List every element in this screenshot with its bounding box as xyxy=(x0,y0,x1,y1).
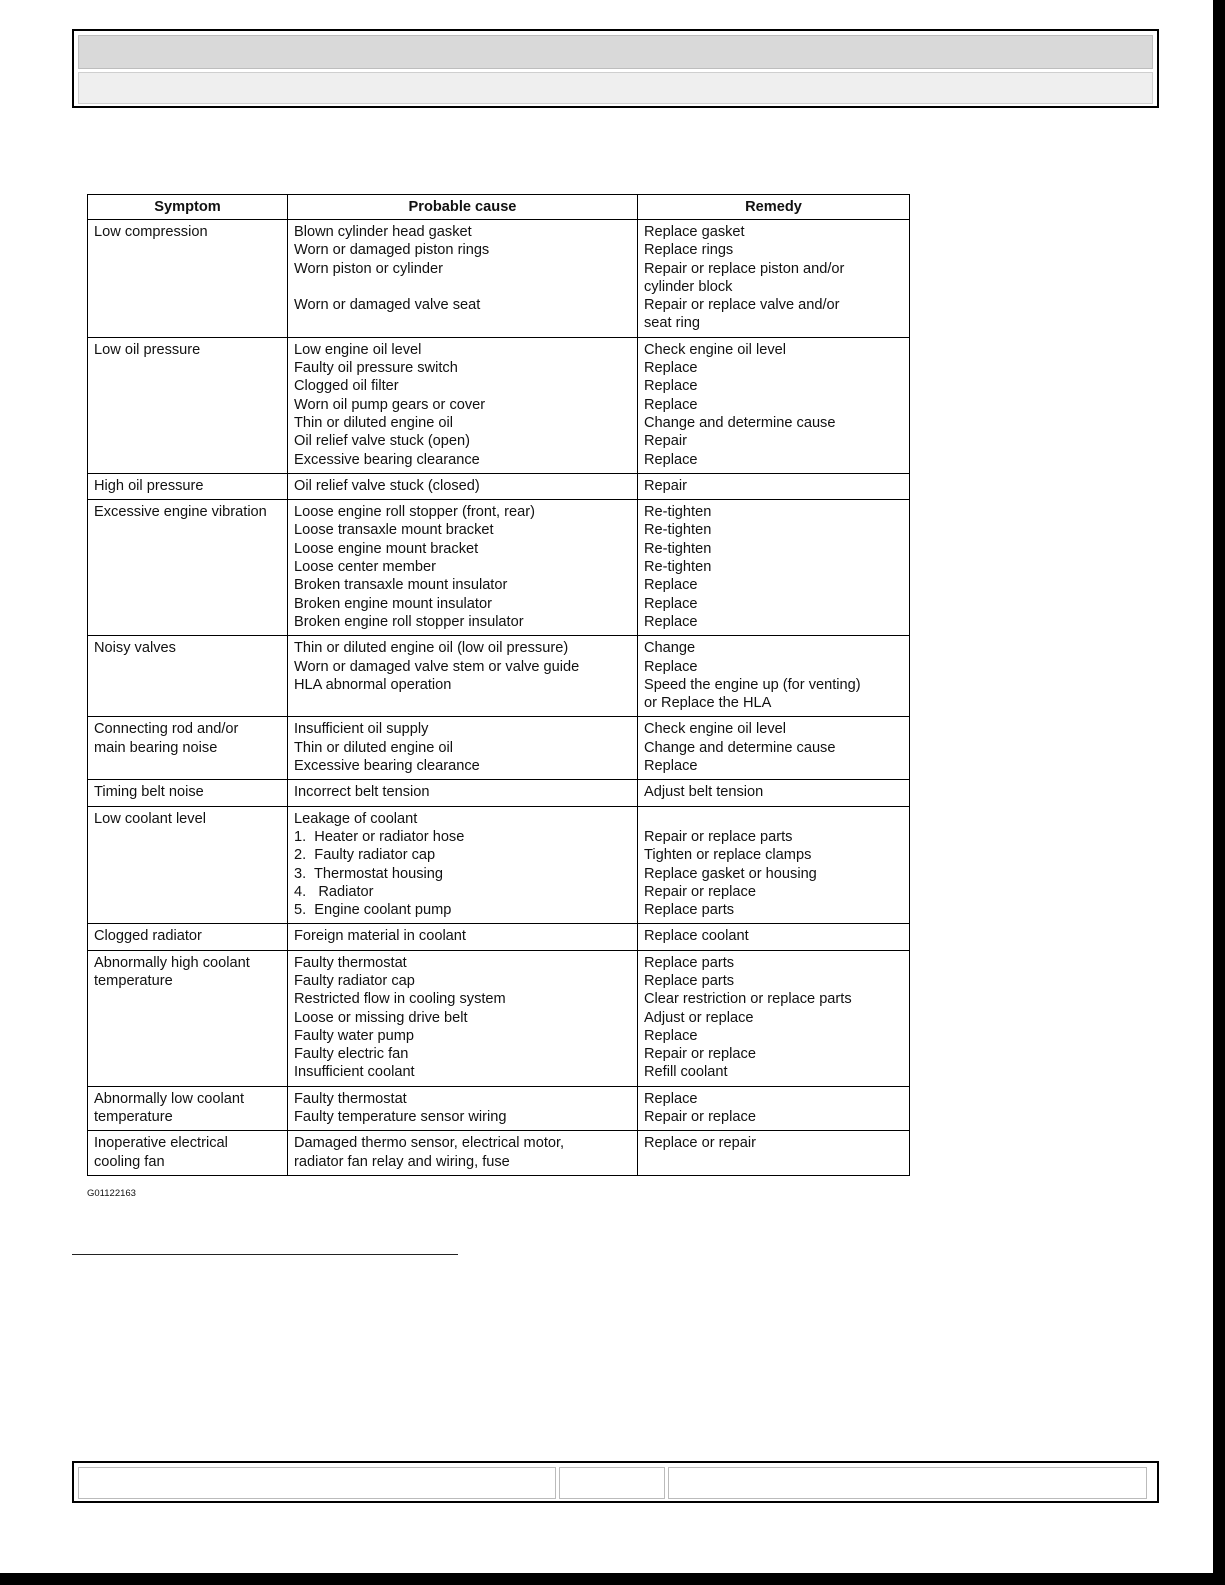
table-row xyxy=(88,1086,910,1131)
cell-line: Replace xyxy=(644,577,698,594)
cell-line: Abnormally high coolant xyxy=(94,954,250,971)
cell-line: Clear restriction or replace parts xyxy=(644,991,852,1008)
remedy-cell xyxy=(638,780,910,806)
cell-line: Replace rings xyxy=(644,242,734,259)
page-edge-bottom xyxy=(0,1573,1225,1585)
cell-line: Worn or damaged piston rings xyxy=(294,242,490,259)
cell-line: Low compression xyxy=(94,224,208,240)
cell-line: Low engine oil level xyxy=(294,341,422,358)
header-title-bar xyxy=(78,35,1153,69)
cell-line: Replace parts xyxy=(644,902,735,919)
remedy-cell xyxy=(638,636,910,717)
cell-line: Re-tighten xyxy=(644,540,712,557)
table-header-row xyxy=(88,195,910,220)
cell-line: Thin or diluted engine oil (low oil pressure) xyxy=(294,640,569,657)
cell-line: Excessive engine vibration xyxy=(94,504,267,521)
cell-line: Faulty radiator cap xyxy=(294,972,415,989)
probable-cause-cell xyxy=(288,717,638,780)
table-row xyxy=(88,806,910,924)
cell-line: Insufficient oil supply xyxy=(294,721,429,738)
cell-line: Repair xyxy=(644,433,687,450)
symptom-cell xyxy=(88,1131,288,1176)
cell-line: Change and determine cause xyxy=(644,739,836,756)
cell-line: Replace xyxy=(644,396,698,413)
cell-line: Adjust belt tension xyxy=(644,784,764,801)
cell-line: Replace xyxy=(644,360,698,377)
cell-line: Excessive bearing clearance xyxy=(294,758,480,775)
cell-line: Check engine oil level xyxy=(644,721,786,738)
symptom-cell xyxy=(88,780,288,806)
symptom-cell xyxy=(88,473,288,499)
probable-cause-cell xyxy=(288,780,638,806)
cell-line: Repair or replace valve and/or xyxy=(644,297,840,314)
table-row xyxy=(88,636,910,717)
table-row xyxy=(88,780,910,806)
cell-line: Loose engine mount bracket xyxy=(294,540,479,557)
cell-line: Check engine oil level xyxy=(644,341,786,358)
table-row xyxy=(88,1131,910,1176)
remedy-cell xyxy=(638,500,910,636)
cell-line: Speed the engine up (for venting) xyxy=(644,676,861,693)
cell-line: Timing belt noise xyxy=(94,784,204,801)
cell-line: High oil pressure xyxy=(94,477,204,494)
table-row xyxy=(88,717,910,780)
cell-line: Replace xyxy=(644,613,698,630)
remedy-cell xyxy=(638,1131,910,1176)
cell-line xyxy=(294,278,631,296)
cell-line: Re-tighten xyxy=(644,504,712,521)
cell-line: 4. Radiator xyxy=(294,883,374,900)
remedy-cell xyxy=(638,717,910,780)
table-row xyxy=(88,924,910,950)
cell-line: Excessive bearing clearance xyxy=(294,451,480,468)
probable-cause-cell xyxy=(288,1086,638,1131)
cell-line: Faulty thermostat xyxy=(294,1090,407,1107)
footer-cell-right xyxy=(668,1467,1147,1499)
cell-line: Repair or replace parts xyxy=(644,828,793,845)
cell-line: Worn or damaged valve stem or valve guide xyxy=(294,658,580,675)
cell-line: Replace gasket or housing xyxy=(644,865,817,882)
cell-line: Replace xyxy=(644,451,698,468)
symptom-cell xyxy=(88,806,288,924)
cell-line: Inoperative electrical xyxy=(94,1135,228,1152)
remedy-cell xyxy=(638,337,910,473)
cell-line: Oil relief valve stuck (open) xyxy=(294,433,471,450)
table-row xyxy=(88,220,910,338)
cell-line: Thin or diluted engine oil xyxy=(294,739,454,756)
cell-line: 3. Thermostat housing xyxy=(294,865,443,882)
probable-cause-header: Probable cause xyxy=(288,195,638,220)
table-row xyxy=(88,950,910,1086)
cell-line: Abnormally low coolant xyxy=(94,1090,245,1107)
cell-line: Change xyxy=(644,640,696,657)
cell-line: Replace xyxy=(644,378,698,395)
symptom-cell xyxy=(88,924,288,950)
cell-line: Faulty water pump xyxy=(294,1027,415,1044)
cell-line: Clogged radiator xyxy=(94,928,202,945)
cell-line: 5. Engine coolant pump xyxy=(294,902,452,919)
cell-line: or Replace the HLA xyxy=(644,695,772,712)
cell-line: Thin or diluted engine oil xyxy=(294,414,454,431)
remedy-cell xyxy=(638,806,910,924)
cell-line: Replace or repair xyxy=(644,1135,756,1152)
symptom-cell xyxy=(88,1086,288,1131)
table-row xyxy=(88,337,910,473)
cell-line: Repair or replace xyxy=(644,1109,756,1126)
cell-line: Low coolant level xyxy=(94,810,206,827)
footnote-rule xyxy=(72,1254,458,1255)
table-row xyxy=(88,500,910,636)
cell-line: Re-tighten xyxy=(644,559,712,576)
cell-line: HLA abnormal operation xyxy=(294,676,452,693)
cell-line: Repair or replace xyxy=(644,1046,756,1063)
figure-id: G01122163 xyxy=(87,1188,136,1199)
troubleshooting-table xyxy=(87,194,910,1176)
cell-line: main bearing noise xyxy=(94,739,218,756)
cell-line: Replace parts xyxy=(644,954,735,971)
cell-line: cooling fan xyxy=(94,1153,165,1170)
cell-line: Change and determine cause xyxy=(644,414,836,431)
cell-line: Replace xyxy=(644,595,698,612)
cell-line: Replace xyxy=(644,1090,698,1107)
remedy-header: Remedy xyxy=(638,195,910,220)
page-footer xyxy=(72,1461,1159,1503)
cell-line: Faulty thermostat xyxy=(294,954,407,971)
cell-line: Re-tighten xyxy=(644,522,712,539)
cell-line: Replace parts xyxy=(644,972,735,989)
probable-cause-cell xyxy=(288,473,638,499)
cell-line: Damaged thermo sensor, electrical motor, xyxy=(294,1135,565,1152)
remedy-cell xyxy=(638,473,910,499)
cell-line: 2. Faulty radiator cap xyxy=(294,847,436,864)
cell-line: Worn or damaged valve seat xyxy=(294,297,481,314)
cell-line: Repair or replace piston and/or xyxy=(644,260,845,277)
cell-line: Leakage of coolant xyxy=(294,810,418,827)
cell-line: temperature xyxy=(94,972,173,989)
symptom-cell xyxy=(88,636,288,717)
probable-cause-cell xyxy=(288,337,638,473)
cell-line: Loose or missing drive belt xyxy=(294,1009,468,1026)
cell-line: Replace gasket xyxy=(644,224,745,240)
cell-line: Clogged oil filter xyxy=(294,378,399,395)
cell-line: Restricted flow in cooling system xyxy=(294,991,506,1008)
probable-cause-cell xyxy=(288,220,638,338)
cell-line: Oil relief valve stuck (closed) xyxy=(294,477,480,494)
cell-line: temperature xyxy=(94,1109,173,1126)
header-subtitle-bar xyxy=(78,72,1153,104)
cell-line: Repair xyxy=(644,477,687,494)
symptom-header: Symptom xyxy=(88,195,288,220)
cell-line: Loose engine roll stopper (front, rear) xyxy=(294,504,535,521)
cell-line: Broken engine mount insulator xyxy=(294,595,492,612)
page-header xyxy=(72,29,1159,108)
cell-line: Replace xyxy=(644,658,698,675)
cell-line: Replace coolant xyxy=(644,928,749,945)
cell-line: Broken engine roll stopper insulator xyxy=(294,613,524,630)
cell-line: Replace xyxy=(644,758,698,775)
cell-line: Repair or replace xyxy=(644,883,756,900)
symptom-cell xyxy=(88,950,288,1086)
symptom-cell xyxy=(88,337,288,473)
table-row xyxy=(88,473,910,499)
cell-line: Broken transaxle mount insulator xyxy=(294,577,508,594)
cell-line: Worn oil pump gears or cover xyxy=(294,396,486,413)
probable-cause-cell xyxy=(288,806,638,924)
cell-line: Blown cylinder head gasket xyxy=(294,224,472,240)
symptom-cell xyxy=(88,717,288,780)
symptom-cell xyxy=(88,220,288,338)
footer-cell-middle xyxy=(559,1467,665,1499)
cell-line: Adjust or replace xyxy=(644,1009,754,1026)
cell-line: cylinder block xyxy=(644,278,733,295)
cell-line: 1. Heater or radiator hose xyxy=(294,828,465,845)
cell-line: Connecting rod and/or xyxy=(94,721,239,738)
cell-line: Loose transaxle mount bracket xyxy=(294,522,494,539)
footer-cell-left xyxy=(78,1467,556,1499)
remedy-cell xyxy=(638,950,910,1086)
cell-line: Low oil pressure xyxy=(94,341,201,358)
cell-line: Foreign material in coolant xyxy=(294,928,466,945)
cell-line: Replace xyxy=(644,1027,698,1044)
probable-cause-cell xyxy=(288,924,638,950)
symptom-cell xyxy=(88,500,288,636)
cell-line: Faulty oil pressure switch xyxy=(294,360,458,377)
cell-line: Refill coolant xyxy=(644,1064,728,1081)
table-body xyxy=(88,220,910,1176)
cell-line: Faulty electric fan xyxy=(294,1046,409,1063)
cell-line: Incorrect belt tension xyxy=(294,784,430,801)
remedy-cell xyxy=(638,924,910,950)
cell-line: Loose center member xyxy=(294,559,436,576)
remedy-cell xyxy=(638,220,910,338)
cell-line: Worn piston or cylinder xyxy=(294,260,443,277)
cell-line: Tighten or replace clamps xyxy=(644,847,812,864)
cell-line: Insufficient coolant xyxy=(294,1064,415,1081)
probable-cause-cell xyxy=(288,950,638,1086)
probable-cause-cell xyxy=(288,636,638,717)
probable-cause-cell xyxy=(288,500,638,636)
probable-cause-cell xyxy=(288,1131,638,1176)
page-edge-right xyxy=(1213,0,1225,1585)
cell-line: radiator fan relay and wiring, fuse xyxy=(294,1153,510,1170)
remedy-cell xyxy=(638,1086,910,1131)
cell-line: Noisy valves xyxy=(94,640,176,657)
cell-line: Faulty temperature sensor wiring xyxy=(294,1109,507,1126)
cell-line xyxy=(644,810,903,828)
cell-line: seat ring xyxy=(644,315,700,332)
